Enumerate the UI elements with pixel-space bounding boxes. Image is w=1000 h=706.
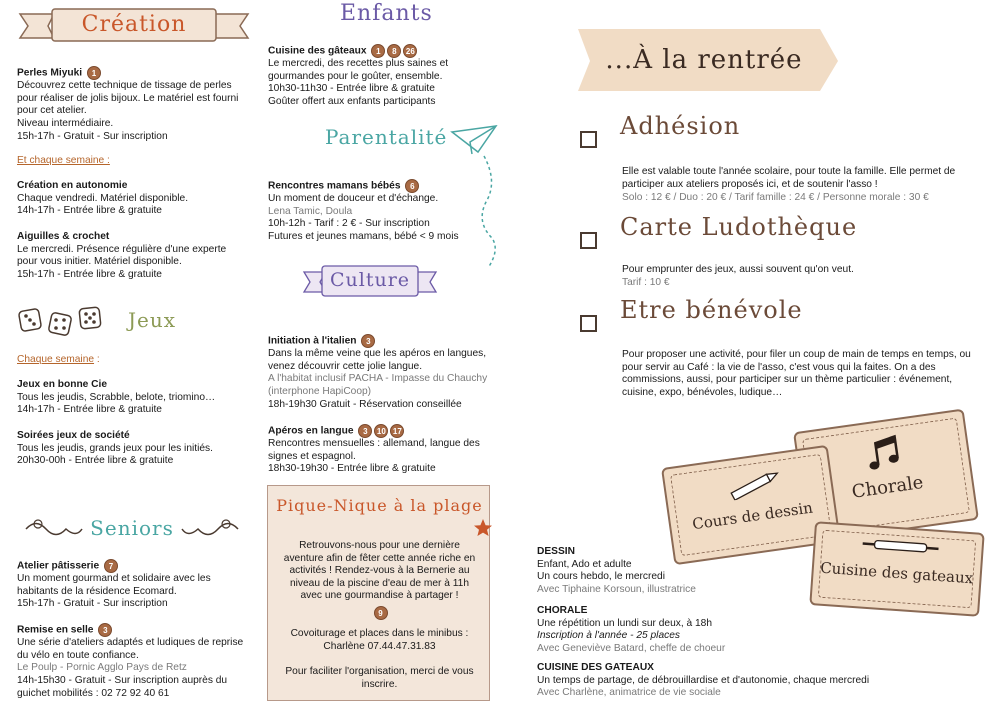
parentalite-title: Parentalité bbox=[325, 125, 448, 149]
perles-name: Perles Miyuki bbox=[17, 67, 83, 79]
aiguilles-name: Aiguilles & crochet bbox=[17, 231, 110, 242]
ticket-cuisine bbox=[809, 521, 984, 617]
dice-icon bbox=[16, 302, 126, 338]
piquenique-text: Retrouvons-nous pour une dernière aventure afin de fêter cette année riche en activités ! Rendez-vous à la Bernerie au niveau de la piscine d'eau de mer à 11h avec une gourmandise à partager ! bbox=[283, 540, 476, 602]
ludotheque-checkbox[interactable] bbox=[580, 232, 597, 249]
patisserie-num: 7 bbox=[104, 559, 118, 573]
atelier-chorale-org: Avec Geneviève Batard, cheffe de choeur bbox=[537, 642, 726, 654]
gateaux-item bbox=[268, 44, 493, 109]
bonne-cie-desc: Tous les jeudis, Scrabble, belote, triomino… bbox=[17, 391, 216, 403]
rentree-banner bbox=[576, 25, 841, 95]
piquenique-num: 9 bbox=[374, 606, 388, 620]
mamans-name: Rencontres mamans bébés bbox=[268, 180, 401, 192]
piquenique-inscrire: Pour faciliter l'organisation, merci de vous inscrire. bbox=[285, 666, 474, 690]
italien-time: 18h-19h30 Gratuit - Réservation conseillée bbox=[268, 398, 462, 410]
soirees-name: Soirées jeux de société bbox=[17, 430, 130, 441]
remise-item bbox=[17, 623, 245, 700]
atelier-cuisine-title: CUISINE DES GATEAUX bbox=[537, 662, 654, 673]
adhesion-desc: Elle est valable toute l'année scolaire, pour toute la famille. Elle permet de participer aux ateliers proposés ici, et de soutenir l'asso ! bbox=[622, 166, 956, 190]
atelier-cuisine-org: Avec Charlène, animatrice de vie sociale bbox=[537, 687, 721, 699]
seniors-title: Seniors bbox=[90, 516, 174, 540]
patisserie-item bbox=[17, 559, 245, 611]
jeux-weekly-colon: : bbox=[94, 354, 100, 365]
italien-desc: Dans la même veine que les apéros en langues, venez découvrir cette jolie langue. bbox=[268, 348, 487, 372]
atelier-dessin-l2: Un cours hebdo, le mercredi bbox=[537, 571, 665, 583]
atelier-dessin-title: DESSIN bbox=[537, 546, 575, 557]
rentree-title: ...À la rentrée bbox=[605, 45, 803, 75]
ludotheque-price: Tarif : 10 € bbox=[622, 277, 670, 288]
music-note-icon bbox=[865, 434, 905, 473]
atelier-cuisine-l1: Un temps de partage, de débrouillardise et d'autonomie, chaque mercredi bbox=[537, 674, 870, 686]
gateaux-num-3: 26 bbox=[403, 44, 417, 58]
atelier-dessin bbox=[537, 546, 807, 596]
perles-time: 15h-17h - Gratuit - Sur inscription bbox=[17, 130, 168, 142]
soirees-item bbox=[17, 430, 245, 468]
mamans-num: 6 bbox=[405, 179, 419, 193]
mamans-time: 10h-12h - Tarif : 2 € - Sur inscription bbox=[268, 218, 430, 230]
atelier-dessin-org: Avec Tiphaine Korsoun, illustratrice bbox=[537, 583, 696, 595]
bonne-cie-time: 14h-17h - Entrée libre & gratuite bbox=[17, 404, 162, 416]
atelier-dessin-l1: Enfant, Ado et adulte bbox=[537, 558, 632, 570]
aperos-desc: Rencontres mensuelles : allemand, langue des signes et espagnol. bbox=[268, 438, 480, 462]
remise-name: Remise en selle bbox=[17, 624, 94, 636]
bonne-cie-name: Jeux en bonne Cie bbox=[17, 379, 108, 390]
perles-level: Niveau intermédiaire. bbox=[17, 118, 114, 130]
gateaux-extra: Goûter offert aux enfants participants bbox=[268, 96, 436, 108]
creation-weekly: Et chaque semaine : bbox=[17, 155, 110, 166]
patisserie-desc: Un moment gourmand et solidaire avec les habitants de la résidence Ecomard. bbox=[17, 573, 211, 597]
aiguilles-desc: Le mercredi. Présence régulière d'une experte pour vous initier. Matériel disponible. bbox=[17, 243, 227, 268]
remise-desc: Une série d'ateliers adaptés et ludiques de reprise du vélo en toute confiance. bbox=[17, 637, 244, 661]
adhesion-checkbox[interactable] bbox=[580, 131, 597, 148]
piquenique-covoit: Covoiturage et places dans le minibus : Charlène 07.44.47.31.83 bbox=[290, 628, 469, 652]
atelier-chorale-l2: Inscription à l'année - 25 places bbox=[537, 630, 680, 642]
perles-item bbox=[17, 66, 245, 143]
gateaux-num-1: 1 bbox=[371, 44, 385, 58]
jeux-title: Jeux bbox=[128, 308, 177, 332]
ticket-cuisine-label: Cuisine des gateaux bbox=[819, 558, 974, 588]
aiguilles-item bbox=[17, 231, 245, 281]
seniors-header bbox=[22, 512, 242, 546]
soirees-time: 20h30-00h - Entrée libre & gratuite bbox=[17, 455, 174, 467]
italien-item bbox=[268, 334, 493, 411]
bonne-cie-item bbox=[17, 379, 245, 417]
adhesion-title: Adhésion bbox=[620, 112, 741, 140]
autonomie-name: Création en autonomie bbox=[17, 180, 128, 191]
patisserie-name: Atelier pâtisserie bbox=[17, 560, 100, 572]
mamans-desc: Un moment de douceur et d'échange. bbox=[268, 193, 439, 205]
perles-desc: Découvrez cette technique de tissage de perles pour réaliser de jolis bijoux. Le matériel est fourni pour cet atelier. bbox=[17, 80, 239, 117]
jeux-weekly-label: Chaque semaine bbox=[17, 354, 95, 365]
jeux-header bbox=[16, 302, 246, 338]
remise-org: Le Poulp - Pornic Agglo Pays de Retz bbox=[17, 662, 187, 674]
benevole-checkbox[interactable] bbox=[580, 315, 597, 332]
patisserie-time: 15h-17h - Gratuit - Sur inscription bbox=[17, 598, 168, 610]
gateaux-num-2: 8 bbox=[387, 44, 401, 58]
atelier-chorale-l1: Une répétition un lundi sur deux, à 18h bbox=[537, 617, 713, 629]
ludotheque-title: Carte Ludothèque bbox=[620, 213, 858, 241]
gateaux-time: 10h30-11h30 - Entrée libre & gratuite bbox=[268, 83, 435, 95]
gateaux-name: Cuisine des gâteaux bbox=[268, 45, 367, 57]
benevole-title: Etre bénévole bbox=[620, 296, 803, 324]
gateaux-desc: Le mercredi, des recettes plus saines et gourmandes pour le goûter, ensemble. bbox=[268, 58, 449, 82]
aperos-num-3: 17 bbox=[390, 424, 404, 438]
italien-num: 3 bbox=[361, 334, 375, 348]
mamans-org: Lena Tamic, Doula bbox=[268, 205, 353, 217]
ludotheque-desc: Pour emprunter des jeux, aussi souvent qu'on veut. bbox=[622, 264, 854, 275]
adhesion-prices: Solo : 12 € / Duo : 20 € / Tarif famille : 24 € / Personne morale : 30 € bbox=[622, 192, 929, 203]
italien-org: A l'habitat inclusif PACHA - Impasse du Chauchy (interphone HapiCoop) bbox=[268, 373, 488, 398]
soirees-desc: Tous les jeudis, grands jeux pour les initiés. bbox=[17, 442, 213, 454]
aperos-name: Apéros en langue bbox=[268, 425, 354, 437]
aiguilles-time: 15h-17h - Entrée libre & gratuite bbox=[17, 268, 162, 280]
creation-banner bbox=[14, 6, 254, 46]
atelier-chorale bbox=[537, 605, 807, 655]
culture-banner bbox=[300, 262, 440, 300]
aperos-item bbox=[268, 424, 493, 476]
enfants-title: Enfants bbox=[340, 1, 433, 26]
remise-time: 14h-15h30 - Gratuit - Sur inscription auprès du guichet mobilités : 02 72 92 40 61 bbox=[17, 675, 228, 699]
atelier-cuisine bbox=[537, 662, 977, 700]
autonomie-time: 14h-17h - Entrée libre & gratuite bbox=[17, 205, 162, 217]
creation-title: Création bbox=[81, 12, 187, 37]
piquenique-box bbox=[267, 485, 490, 701]
jeux-weekly bbox=[17, 354, 100, 367]
italien-name: Initiation à l'italien bbox=[268, 335, 357, 347]
remise-num: 3 bbox=[98, 623, 112, 637]
atelier-chorale-title: CHORALE bbox=[537, 605, 588, 616]
aperos-num-2: 10 bbox=[374, 424, 388, 438]
autonomie-desc: Chaque vendredi. Matériel disponible. bbox=[17, 192, 189, 204]
autonomie-item bbox=[17, 180, 245, 218]
aperos-time: 18h30-19h30 - Entrée libre & gratuite bbox=[268, 463, 436, 475]
mamans-item bbox=[268, 179, 493, 244]
benevole-desc: Pour proposer une activité, pour filer un coup de main de temps en temps, ou pour servir au Café : la vie de l'asso, c'est vous qui la faites. On a des commissions, aussi, pour participer sur un thème particulier : événement, cuisine, expo, bénévoles, ludique… bbox=[622, 349, 971, 398]
piquenique-num-wrap bbox=[268, 606, 491, 620]
piquenique-title: Pique-Nique à la plage bbox=[276, 496, 483, 515]
ticket-chorale-label: Chorale bbox=[850, 471, 925, 503]
culture-title: Culture bbox=[329, 269, 411, 291]
ticket-dessin-label: Cours de dessin bbox=[691, 498, 814, 534]
perles-num: 1 bbox=[87, 66, 101, 80]
star-icon bbox=[473, 518, 493, 538]
mamans-extra: Futures et jeunes mamans, bébé < 9 mois bbox=[268, 231, 459, 243]
aperos-num-1: 3 bbox=[358, 424, 372, 438]
